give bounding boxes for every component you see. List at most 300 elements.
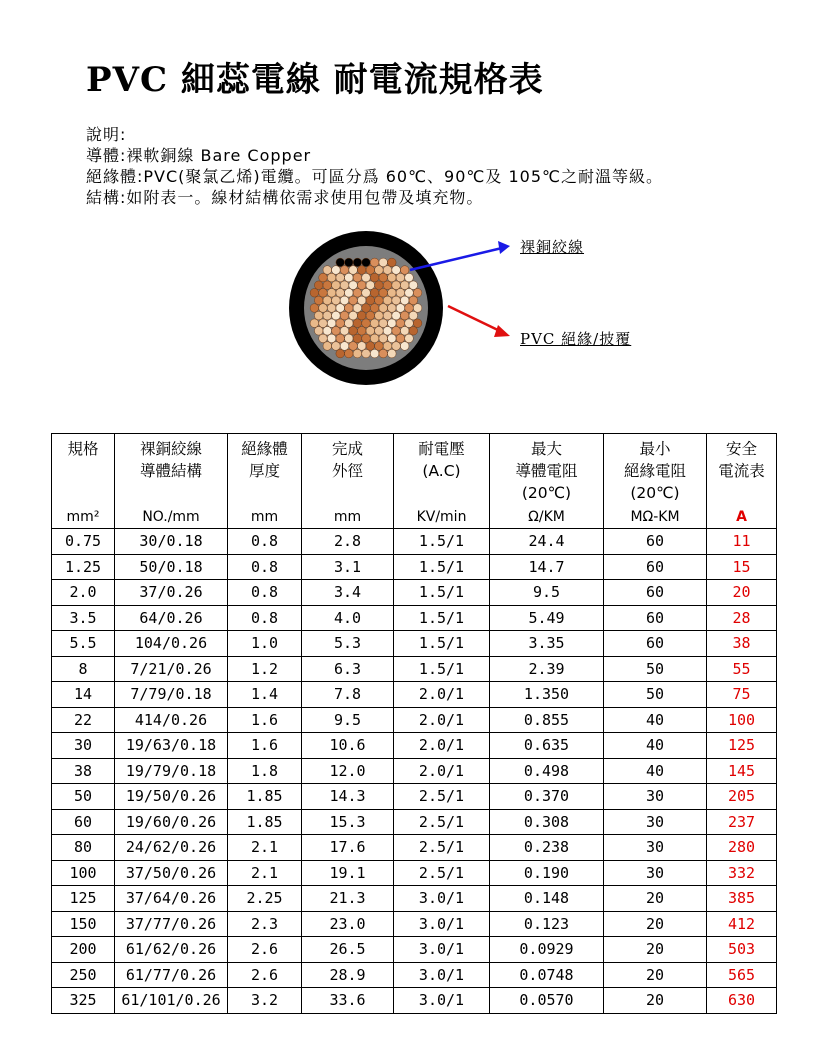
header-unit: MΩ-KM: [630, 509, 680, 525]
copper-strand: [370, 319, 379, 328]
copper-strand: [388, 304, 397, 313]
copper-strand: [327, 304, 336, 313]
table-cell: 19/60/0.26: [115, 809, 228, 835]
copper-strand: [336, 273, 345, 282]
copper-strand: [400, 296, 409, 305]
table-cell: 30: [604, 784, 707, 810]
copper-strand: [366, 311, 375, 320]
table-header-cell: [707, 434, 777, 529]
table-cell: 61/62/0.26: [115, 937, 228, 963]
copper-strand: [362, 258, 371, 267]
table-cell: 0.123: [490, 911, 604, 937]
copper-strand: [405, 289, 414, 298]
copper-strand: [314, 311, 323, 320]
table-cell: 1.5/1: [394, 554, 490, 580]
safe-current-cell: 412: [707, 911, 777, 937]
page-title: PVC 細蕊電線 耐電流規格表: [86, 60, 544, 100]
header-text-line: 厚度: [248, 462, 280, 480]
table-header-cell: [302, 434, 394, 529]
copper-strand: [332, 281, 341, 290]
copper-strand: [383, 266, 392, 275]
header-unit: mm: [333, 509, 362, 525]
copper-strand: [388, 258, 397, 267]
header-unit: mm²: [66, 509, 100, 525]
table-cell: 23.0: [302, 911, 394, 937]
table-cell: 2.6: [228, 937, 302, 963]
copper-strand: [413, 319, 422, 328]
table-cell: 2.0: [52, 580, 115, 606]
table-cell: 1.6: [228, 733, 302, 759]
copper-strand: [319, 273, 328, 282]
copper-strand: [379, 258, 388, 267]
table-row: [52, 707, 777, 733]
header-unit: A: [736, 509, 747, 525]
copper-strand: [314, 281, 323, 290]
spec-table-container: [51, 433, 777, 1014]
copper-strand: [379, 273, 388, 282]
table-row: [52, 911, 777, 937]
copper-strand: [353, 258, 362, 267]
copper-strand: [345, 304, 354, 313]
copper-strand: [392, 281, 401, 290]
table-cell: 1.2: [228, 656, 302, 682]
copper-strand: [383, 327, 392, 336]
table-cell: 0.190: [490, 860, 604, 886]
copper-strand: [340, 296, 349, 305]
copper-strand: [392, 296, 401, 305]
table-header-cell: [228, 434, 302, 529]
table-cell: 60: [604, 605, 707, 631]
copper-strand: [357, 296, 366, 305]
table-cell: 24.4: [490, 529, 604, 555]
header-text-line: 電流表: [718, 462, 765, 480]
copper-strand: [379, 304, 388, 313]
table-cell: 4.0: [302, 605, 394, 631]
copper-strand: [375, 296, 384, 305]
table-cell: 61/77/0.26: [115, 962, 228, 988]
table-cell: 0.0748: [490, 962, 604, 988]
table-row: [52, 937, 777, 963]
copper-strand: [370, 349, 379, 358]
header-text-line: 最小: [639, 440, 671, 458]
copper-strand: [379, 319, 388, 328]
table-cell: 0.855: [490, 707, 604, 733]
table-header-cell: [490, 434, 604, 529]
copper-strand: [362, 289, 371, 298]
description-block: [86, 124, 663, 208]
table-cell: 0.8: [228, 605, 302, 631]
table-cell: 19/79/0.18: [115, 758, 228, 784]
copper-strand: [340, 327, 349, 336]
table-cell: 0.238: [490, 835, 604, 861]
table-cell: 28.9: [302, 962, 394, 988]
table-cell: 37/50/0.26: [115, 860, 228, 886]
header-text-line: [115, 482, 227, 504]
table-row: [52, 656, 777, 682]
table-cell: 5.49: [490, 605, 604, 631]
table-row: [52, 988, 777, 1014]
table-row: [52, 605, 777, 631]
table-cell: 2.3: [228, 911, 302, 937]
table-cell: 80: [52, 835, 115, 861]
copper-strand: [323, 281, 332, 290]
table-cell: 2.5/1: [394, 835, 490, 861]
table-cell: 0.308: [490, 809, 604, 835]
copper-strands: [310, 258, 422, 358]
table-cell: 2.5/1: [394, 784, 490, 810]
copper-strand: [345, 273, 354, 282]
copper-strand: [370, 334, 379, 343]
table-cell: 0.148: [490, 886, 604, 912]
table-cell: 3.0/1: [394, 937, 490, 963]
copper-strand: [357, 342, 366, 351]
copper-strand: [375, 281, 384, 290]
table-cell: 30: [604, 809, 707, 835]
copper-strand: [349, 311, 358, 320]
safe-current-cell: 100: [707, 707, 777, 733]
copper-strand: [375, 266, 384, 275]
table-cell: 24/62/0.26: [115, 835, 228, 861]
table-cell: 200: [52, 937, 115, 963]
copper-strand: [388, 289, 397, 298]
safe-current-cell: 280: [707, 835, 777, 861]
table-cell: 0.635: [490, 733, 604, 759]
copper-strand: [353, 273, 362, 282]
table-cell: 1.85: [228, 809, 302, 835]
table-cell: 5.5: [52, 631, 115, 657]
copper-strand: [396, 304, 405, 313]
spec-table: [51, 433, 777, 1014]
copper-strand: [336, 289, 345, 298]
safe-current-cell: 145: [707, 758, 777, 784]
table-cell: 0.75: [52, 529, 115, 555]
table-cell: 9.5: [302, 707, 394, 733]
copper-strand: [314, 327, 323, 336]
copper-strand: [388, 319, 397, 328]
table-cell: 2.6: [228, 962, 302, 988]
table-cell: 40: [604, 707, 707, 733]
safe-current-cell: 385: [707, 886, 777, 912]
description-conductor: 導體:裸軟銅線 Bare Copper: [86, 146, 312, 165]
table-cell: 9.5: [490, 580, 604, 606]
copper-strand: [388, 349, 397, 358]
table-cell: 0.8: [228, 580, 302, 606]
table-cell: 5.3: [302, 631, 394, 657]
table-cell: 3.1: [302, 554, 394, 580]
copper-strand: [345, 319, 354, 328]
copper-strand: [336, 258, 345, 267]
table-cell: 2.0/1: [394, 682, 490, 708]
safe-current-cell: 75: [707, 682, 777, 708]
header-text-line: 導體電阻: [515, 462, 578, 480]
copper-strand: [323, 311, 332, 320]
safe-current-cell: 237: [707, 809, 777, 835]
header-text-line: 安全: [725, 440, 757, 458]
table-cell: 2.8: [302, 529, 394, 555]
table-cell: 0.8: [228, 554, 302, 580]
copper-strand: [345, 349, 354, 358]
copper-strand: [370, 273, 379, 282]
copper-strand: [409, 281, 418, 290]
copper-strand: [383, 281, 392, 290]
header-text-line: [302, 482, 393, 504]
table-cell: 3.35: [490, 631, 604, 657]
safe-current-cell: 15: [707, 554, 777, 580]
table-cell: 12.0: [302, 758, 394, 784]
table-cell: 60: [604, 631, 707, 657]
description-structure: 結構:如附表一。線材結構依需求使用包帶及填充物。: [86, 188, 484, 207]
copper-strand: [357, 266, 366, 275]
table-cell: 61/101/0.26: [115, 988, 228, 1014]
table-cell: 37/64/0.26: [115, 886, 228, 912]
table-cell: 26.5: [302, 937, 394, 963]
copper-strand: [340, 281, 349, 290]
table-cell: 50: [52, 784, 115, 810]
table-cell: 19/50/0.26: [115, 784, 228, 810]
table-cell: 2.5/1: [394, 860, 490, 886]
table-row: [52, 860, 777, 886]
safe-current-cell: 28: [707, 605, 777, 631]
copper-strand: [370, 289, 379, 298]
copper-strand: [383, 311, 392, 320]
table-cell: 2.1: [228, 860, 302, 886]
header-unit: mm: [250, 509, 279, 525]
table-cell: 3.4: [302, 580, 394, 606]
table-row: [52, 758, 777, 784]
table-row: [52, 682, 777, 708]
header-text-line: 裸銅絞線: [139, 440, 202, 458]
copper-strand: [319, 319, 328, 328]
table-cell: 50/0.18: [115, 554, 228, 580]
table-cell: 60: [604, 554, 707, 580]
copper-strand: [353, 334, 362, 343]
copper-strand: [353, 289, 362, 298]
copper-strand: [345, 334, 354, 343]
copper-strand: [357, 327, 366, 336]
table-header-cell: [604, 434, 707, 529]
table-cell: 30/0.18: [115, 529, 228, 555]
table-cell: 38: [52, 758, 115, 784]
header-text-line: (20℃): [630, 484, 680, 502]
copper-strand: [400, 311, 409, 320]
safe-current-cell: 38: [707, 631, 777, 657]
table-cell: 1.5/1: [394, 656, 490, 682]
copper-strand: [332, 327, 341, 336]
header-text-line: 絕緣體: [241, 440, 288, 458]
safe-current-cell: 55: [707, 656, 777, 682]
safe-current-cell: 11: [707, 529, 777, 555]
table-cell: 2.0/1: [394, 758, 490, 784]
copper-strand: [349, 266, 358, 275]
table-cell: 125: [52, 886, 115, 912]
header-text-line: 完成: [331, 440, 363, 458]
copper-strand: [332, 266, 341, 275]
table-cell: 1.6: [228, 707, 302, 733]
copper-strand: [353, 304, 362, 313]
copper-strand: [409, 296, 418, 305]
table-row: [52, 784, 777, 810]
insulation-arrow-head: [494, 325, 510, 337]
copper-strand: [383, 296, 392, 305]
table-cell: 0.8: [228, 529, 302, 555]
header-text-line: (20℃): [521, 484, 572, 502]
table-cell: 20: [604, 988, 707, 1014]
copper-strand: [340, 342, 349, 351]
copper-strand: [370, 304, 379, 313]
table-cell: 100: [52, 860, 115, 886]
conductor-arrow-head: [498, 241, 510, 254]
header-unit: KV/min: [416, 509, 467, 525]
table-cell: 10.6: [302, 733, 394, 759]
table-cell: 2.0/1: [394, 733, 490, 759]
copper-strand: [362, 319, 371, 328]
description-heading: 說明:: [86, 125, 127, 144]
copper-strand: [379, 289, 388, 298]
safe-current-cell: 205: [707, 784, 777, 810]
table-cell: 37/77/0.26: [115, 911, 228, 937]
header-text-line: 最大: [530, 440, 562, 458]
copper-strand: [388, 273, 397, 282]
table-cell: 7.8: [302, 682, 394, 708]
table-cell: 150: [52, 911, 115, 937]
copper-strand: [349, 281, 358, 290]
copper-strand: [375, 327, 384, 336]
table-cell: 1.4: [228, 682, 302, 708]
copper-strand: [400, 266, 409, 275]
table-row: [52, 886, 777, 912]
table-cell: 20: [604, 886, 707, 912]
table-cell: 19.1: [302, 860, 394, 886]
insulation-arrow-line: [448, 306, 502, 332]
table-cell: 1.8: [228, 758, 302, 784]
table-cell: 17.6: [302, 835, 394, 861]
header-text-line: 耐電壓: [418, 440, 465, 458]
header-text-line: [52, 482, 114, 504]
table-cell: 0.0570: [490, 988, 604, 1014]
table-cell: 1.5/1: [394, 605, 490, 631]
copper-strand: [392, 327, 401, 336]
copper-strand: [379, 349, 388, 358]
table-header-cell: [52, 434, 115, 529]
copper-strand: [396, 319, 405, 328]
copper-strand: [327, 319, 336, 328]
table-cell: 2.1: [228, 835, 302, 861]
table-cell: 3.0/1: [394, 911, 490, 937]
header-text-line: [228, 482, 301, 504]
table-cell: 1.85: [228, 784, 302, 810]
copper-strand: [349, 342, 358, 351]
copper-strand: [327, 289, 336, 298]
copper-strand: [366, 342, 375, 351]
copper-strand: [340, 266, 349, 275]
table-cell: 1.350: [490, 682, 604, 708]
copper-strand: [353, 319, 362, 328]
table-row: [52, 554, 777, 580]
table-row: [52, 733, 777, 759]
table-row: [52, 962, 777, 988]
copper-strand: [375, 342, 384, 351]
table-cell: 40: [604, 758, 707, 784]
table-cell: 3.5: [52, 605, 115, 631]
table-cell: 250: [52, 962, 115, 988]
copper-strand: [310, 319, 319, 328]
copper-strand: [392, 266, 401, 275]
copper-strand: [409, 327, 418, 336]
copper-strand: [375, 311, 384, 320]
copper-strand: [323, 266, 332, 275]
header-text-line: (A.C): [422, 462, 461, 480]
copper-strand: [345, 258, 354, 267]
copper-strand: [310, 304, 319, 313]
copper-strand: [400, 327, 409, 336]
table-row: [52, 835, 777, 861]
table-cell: 15.3: [302, 809, 394, 835]
copper-strand: [413, 304, 422, 313]
table-cell: 1.5/1: [394, 580, 490, 606]
table-cell: 14.3: [302, 784, 394, 810]
table-cell: 3.0/1: [394, 886, 490, 912]
table-cell: 3.0/1: [394, 988, 490, 1014]
table-cell: 20: [604, 962, 707, 988]
copper-strand: [366, 296, 375, 305]
table-cell: 19/63/0.18: [115, 733, 228, 759]
table-cell: 60: [52, 809, 115, 835]
copper-strand: [357, 281, 366, 290]
copper-strand: [353, 349, 362, 358]
table-row: [52, 631, 777, 657]
table-cell: 30: [52, 733, 115, 759]
table-cell: 104/0.26: [115, 631, 228, 657]
copper-strand: [319, 289, 328, 298]
table-cell: 414/0.26: [115, 707, 228, 733]
table-cell: 22: [52, 707, 115, 733]
copper-strand: [323, 327, 332, 336]
copper-strand: [366, 281, 375, 290]
table-cell: 1.5/1: [394, 529, 490, 555]
copper-strand: [405, 304, 414, 313]
copper-strand: [336, 304, 345, 313]
copper-strand: [310, 289, 319, 298]
table-cell: 64/0.26: [115, 605, 228, 631]
insulation-label: PVC 絕緣/披覆: [520, 330, 632, 348]
table-cell: 2.5/1: [394, 809, 490, 835]
table-header-cell: [115, 434, 228, 529]
copper-strand: [383, 342, 392, 351]
copper-strand: [362, 273, 371, 282]
table-cell: 33.6: [302, 988, 394, 1014]
copper-strand: [336, 349, 345, 358]
safe-current-cell: 20: [707, 580, 777, 606]
header-text-line: [52, 460, 114, 482]
copper-strand: [336, 334, 345, 343]
copper-strand: [400, 281, 409, 290]
table-cell: 50: [604, 656, 707, 682]
copper-strand: [332, 342, 341, 351]
copper-strand: [362, 334, 371, 343]
table-row: [52, 809, 777, 835]
table-cell: 21.3: [302, 886, 394, 912]
copper-strand: [327, 334, 336, 343]
copper-strand: [327, 273, 336, 282]
copper-strand: [370, 258, 379, 267]
table-cell: 0.0929: [490, 937, 604, 963]
header-text-line: 絕緣電阻: [623, 462, 686, 480]
table-cell: 1.0: [228, 631, 302, 657]
table-cell: 14: [52, 682, 115, 708]
table-cell: 325: [52, 988, 115, 1014]
cable-cross-section-image: [280, 222, 700, 397]
copper-strand: [349, 296, 358, 305]
